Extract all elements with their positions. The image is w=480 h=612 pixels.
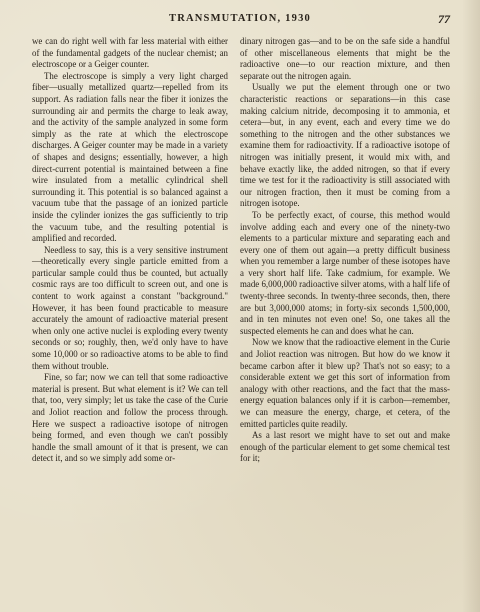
right-column (240, 36, 450, 465)
paragraph: Usually we put the element through one or two characteristic reactions or separations—in this case making calcium nitride, decomposing it to ammonia, et cetera—but, in any event, each and every time we do something to the nitrogen and the other substances we examine them for radioactivity. If a radioactive isotope of nitrogen was initially present, it would mix with, and behave exactly like, the added nitrogen, so that if every time we test for it the radioactivity is still associated with our nitrogen fraction, then it must be coming from a nitrogen isotope. (240, 82, 450, 209)
page-edge-shadow (462, 0, 480, 612)
page-number: 77 (438, 12, 450, 26)
paragraph: dinary nitrogen gas—and to be on the safe side a handful of other miscellaneous elements that might be the radioactive one—to our reaction mixture, and then separate out the nitrogen again. (240, 36, 450, 81)
paragraph: As a last resort we might have to set out and make enough of the particular element to get some chemical test for it; (240, 430, 450, 464)
left-column (32, 36, 228, 465)
paragraph: Needless to say, this is a very sensitive instrument—theoretically every single particle emitted from a particular sample could thus be counted, but actually cosmic rays are too difficult to screen out, and one is content to work against a constant "background." However, it has been found practicable to measure accurately the amount of radioactive material present when only one active nuclei is exploding every twenty seconds or so; roughly, then, we'd only have to have some 10,000 or so radioactive atoms to be able to find them without trouble. (32, 244, 228, 371)
paragraph: The electroscope is simply a very light charged fiber—usually metallized quartz—repelled from its support. As radiation falls near the fiber it ionizes the surrounding air and permits the charge to leak away, and the activity of the sample analyzed in some form simply as the rate at which the electroscope discharges. A Geiger counter may be made in a variety of shapes and designs; essentially, however, a high direct-current potential is maintained between a fine wire insulated from a metallic cylindrical shell surrounding it. This potential is so balanced against a vacuum tube that the passage of an ionized particle inside the cylinder ionizes the gas sufficiently to trip the vacuum tube, and the resulting potential is amplified and recorded. (32, 70, 228, 244)
page-header (0, 13, 480, 33)
paragraph: Fine, so far; now we can tell that some radioactive material is present. But what element is it? We can tell that, too, very simply; let us take the case of the Curie and Joliot reaction and follow the process through. Here we suspect a radioactive isotope of nitrogen being formed, and even though we can't possibly handle the small amount of it that is present, we can detect it, and so we simply add some or- (32, 372, 228, 464)
paragraph: we can do right well with far less material with either of the fundamental gadgets of the nuclear chemist; an electroscope or a Geiger counter. (32, 36, 228, 70)
paragraph: Now we know that the radioactive element in the Curie and Joliot reaction was nitrogen. But how do we know it became carbon after it blew up? That's not so easy; to a considerable extent we get this sort of information from analogy with other reactions, and the fact that the mass-energy equation balances only if it is carbon—remember, we can measure the energy, charge, et cetera, of the emitted particles quite readily. (240, 337, 450, 429)
running-title: TRANSMUTATION, 1930 (168, 13, 311, 24)
paragraph: To be perfectly exact, of course, this method would involve adding each and every one of the ninety-two elements to a particular mixture and separating each and every one of them out again—a pretty difficult business when you remember a large number of these isotopes have a very short half life. Take cadmium, for example. We made 6,000,000 radioactive silver atoms, with a half life of twenty-three seconds. In twenty-three seconds, then, there are but 3,000,000 atoms; in forty-six seconds 1,500,000, and in ten minutes not even one! So, one takes all the suspected elements he can and does what he can. (240, 209, 450, 336)
